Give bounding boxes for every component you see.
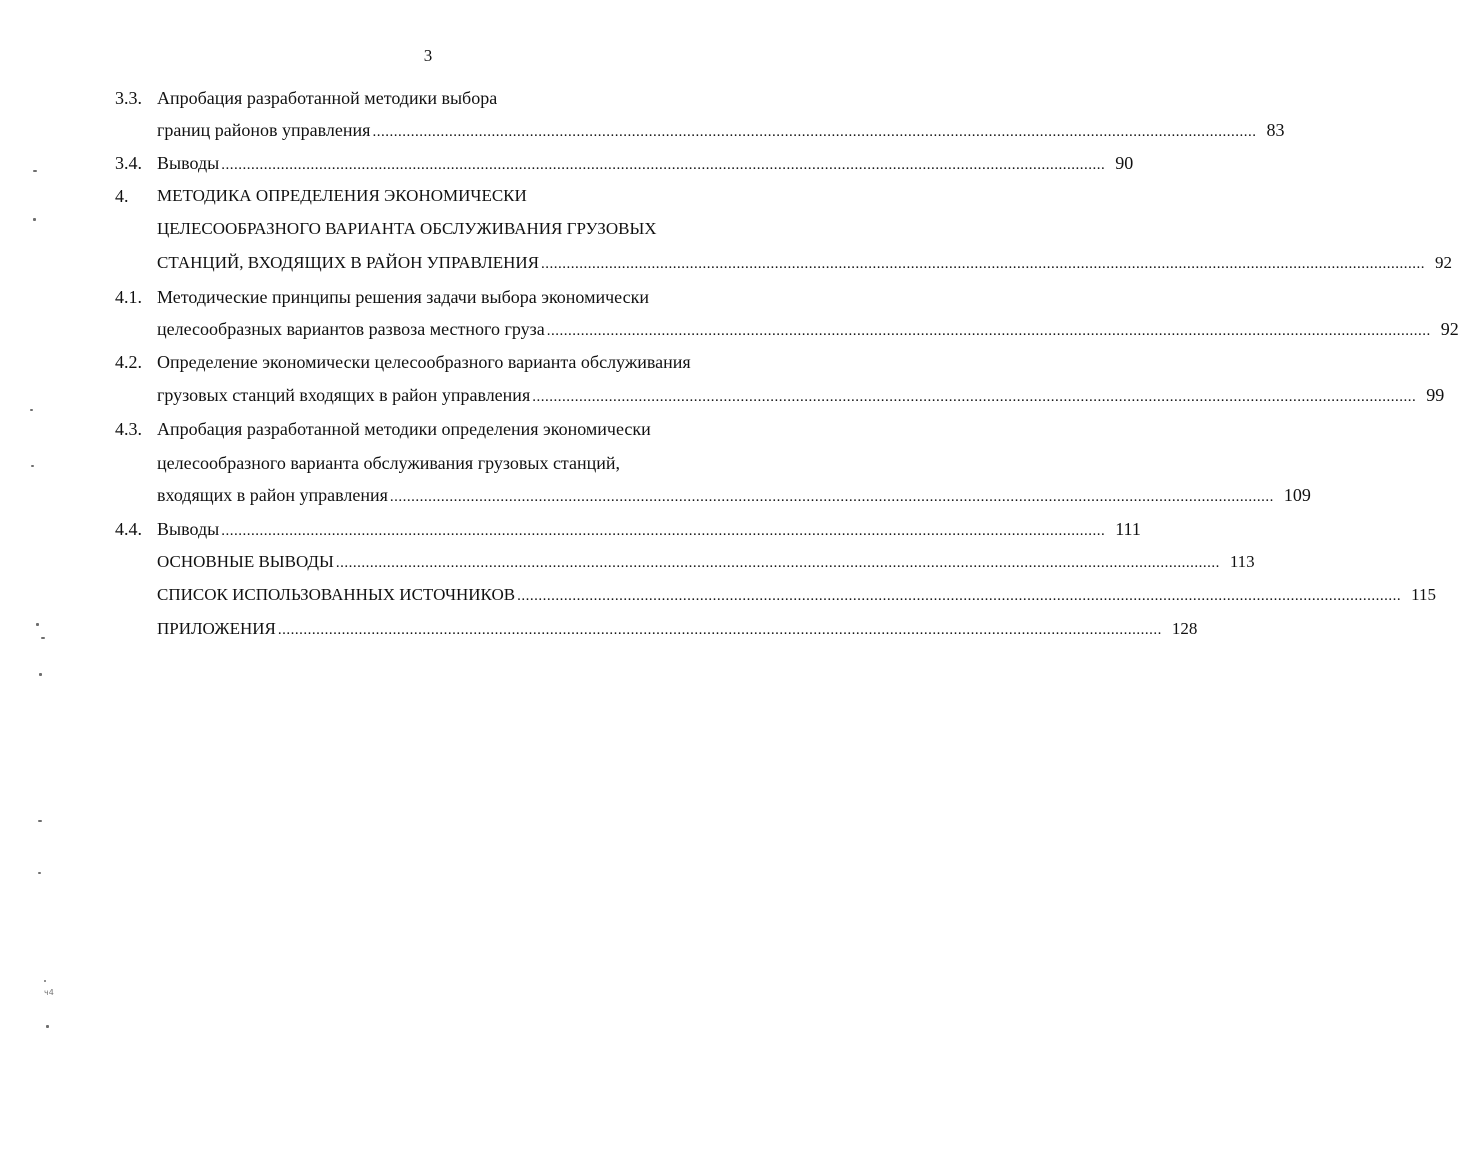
toc-entry-text: границ районов управления (157, 120, 371, 140)
dot-leader: ................................................................................................................................................................................................................ (221, 523, 1106, 539)
toc-entry-row (157, 117, 1285, 143)
toc-entry-text: ПРИЛОЖЕНИЯ (157, 619, 276, 638)
toc-entry-text: СПИСОК ИСПОЛЬЗОВАННЫХ ИСТОЧНИКОВ (157, 585, 516, 604)
toc-entry-page: 109 (1283, 485, 1311, 505)
scan-speck (39, 673, 42, 676)
toc-entry-row (157, 150, 1134, 176)
toc-entry-text: СТАНЦИЙ, ВХОДЯЩИХ В РАЙОН УПРАВЛЕНИЯ (157, 253, 540, 272)
scan-speck (38, 820, 42, 822)
dot-leader: ................................................................................................................................................................................................................ (221, 157, 1106, 173)
toc-entry-page: 92 (1440, 319, 1459, 339)
toc-entry-text: грузовых станций входящих в район управления (157, 385, 531, 405)
toc-entry-number: 4.2. (115, 352, 142, 372)
scan-speck-text: ч4 (44, 988, 54, 997)
toc-entry-number: 3.4. (115, 153, 142, 173)
toc-entry-row (157, 516, 1141, 542)
toc-entry-number: 4. (115, 186, 129, 206)
toc-entry-text: входящих в район управления (157, 485, 388, 505)
scan-speck (33, 218, 36, 221)
toc-entry-page: 83 (1266, 120, 1285, 140)
toc-entry-page: 113 (1229, 552, 1255, 571)
toc-entry-page: 111 (1115, 519, 1141, 539)
scan-speck (44, 980, 46, 982)
dot-leader: ................................................................................................................................................................................................................ (541, 256, 1426, 272)
toc-entry-text: ЦЕЛЕСООБРАЗНОГО ВАРИАНТА ОБСЛУЖИВАНИЯ ГРУЗОВЫХ (157, 219, 657, 238)
toc-entry-text: целесообразного варианта обслуживания грузовых станций, (157, 453, 621, 473)
toc-entry-number: 3.3. (115, 88, 142, 108)
toc-entry-number: 4.4. (115, 519, 142, 539)
toc-entry-text: Определение экономически целесообразного варианта обслуживания (157, 352, 691, 372)
scan-speck (38, 872, 41, 874)
scan-speck (33, 170, 37, 172)
toc-entry-row (157, 382, 1445, 408)
dot-leader: ................................................................................................................................................................................................................ (532, 389, 1417, 405)
toc-entry-row (157, 582, 1436, 608)
toc-entry-text: Выводы (157, 519, 220, 539)
toc-entry-number: 4.1. (115, 287, 142, 307)
toc-entry-row (157, 616, 1198, 642)
toc-entry-text: Апробация разработанной методики выбора (157, 88, 498, 108)
toc-entry-row (157, 316, 1459, 342)
toc-entry-page: 128 (1171, 619, 1198, 638)
dot-leader: ................................................................................................................................................................................................................ (517, 588, 1402, 604)
toc-entry-text: целесообразных вариантов развоза местного груза (157, 319, 545, 339)
toc-entry-text: Апробация разработанной методики определения экономически (157, 419, 651, 439)
scan-speck (30, 409, 33, 411)
scan-speck (41, 637, 45, 639)
dot-leader: ................................................................................................................................................................................................................ (389, 489, 1274, 505)
toc-entry-row (157, 250, 1453, 276)
scan-speck (31, 465, 34, 467)
dot-leader: ................................................................................................................................................................................................................ (335, 555, 1220, 571)
toc-entry-page: 99 (1426, 385, 1445, 405)
toc-entry-number: 4.3. (115, 419, 142, 439)
toc-entry-text: МЕТОДИКА ОПРЕДЕЛЕНИЯ ЭКОНОМИЧЕСКИ (157, 186, 527, 205)
toc-entry-row (157, 482, 1311, 508)
dot-leader: ................................................................................................................................................................................................................ (277, 622, 1162, 638)
toc-entry-text: Методические принципы решения задачи выбора экономически (157, 287, 649, 307)
dot-leader: ................................................................................................................................................................................................................ (546, 323, 1431, 339)
scan-speck (36, 623, 39, 626)
toc-entry-text: ОСНОВНЫЕ ВЫВОДЫ (157, 552, 334, 571)
toc-entry-page: 90 (1115, 153, 1134, 173)
toc-entry-page: 92 (1435, 253, 1453, 272)
scan-speck (46, 1025, 49, 1028)
toc-entry-row (157, 549, 1255, 575)
toc-entry-text: Выводы (157, 153, 220, 173)
toc-entry-page: 115 (1411, 585, 1436, 604)
dot-leader: ................................................................................................................................................................................................................ (372, 124, 1257, 140)
page-number: 3 (423, 46, 433, 65)
